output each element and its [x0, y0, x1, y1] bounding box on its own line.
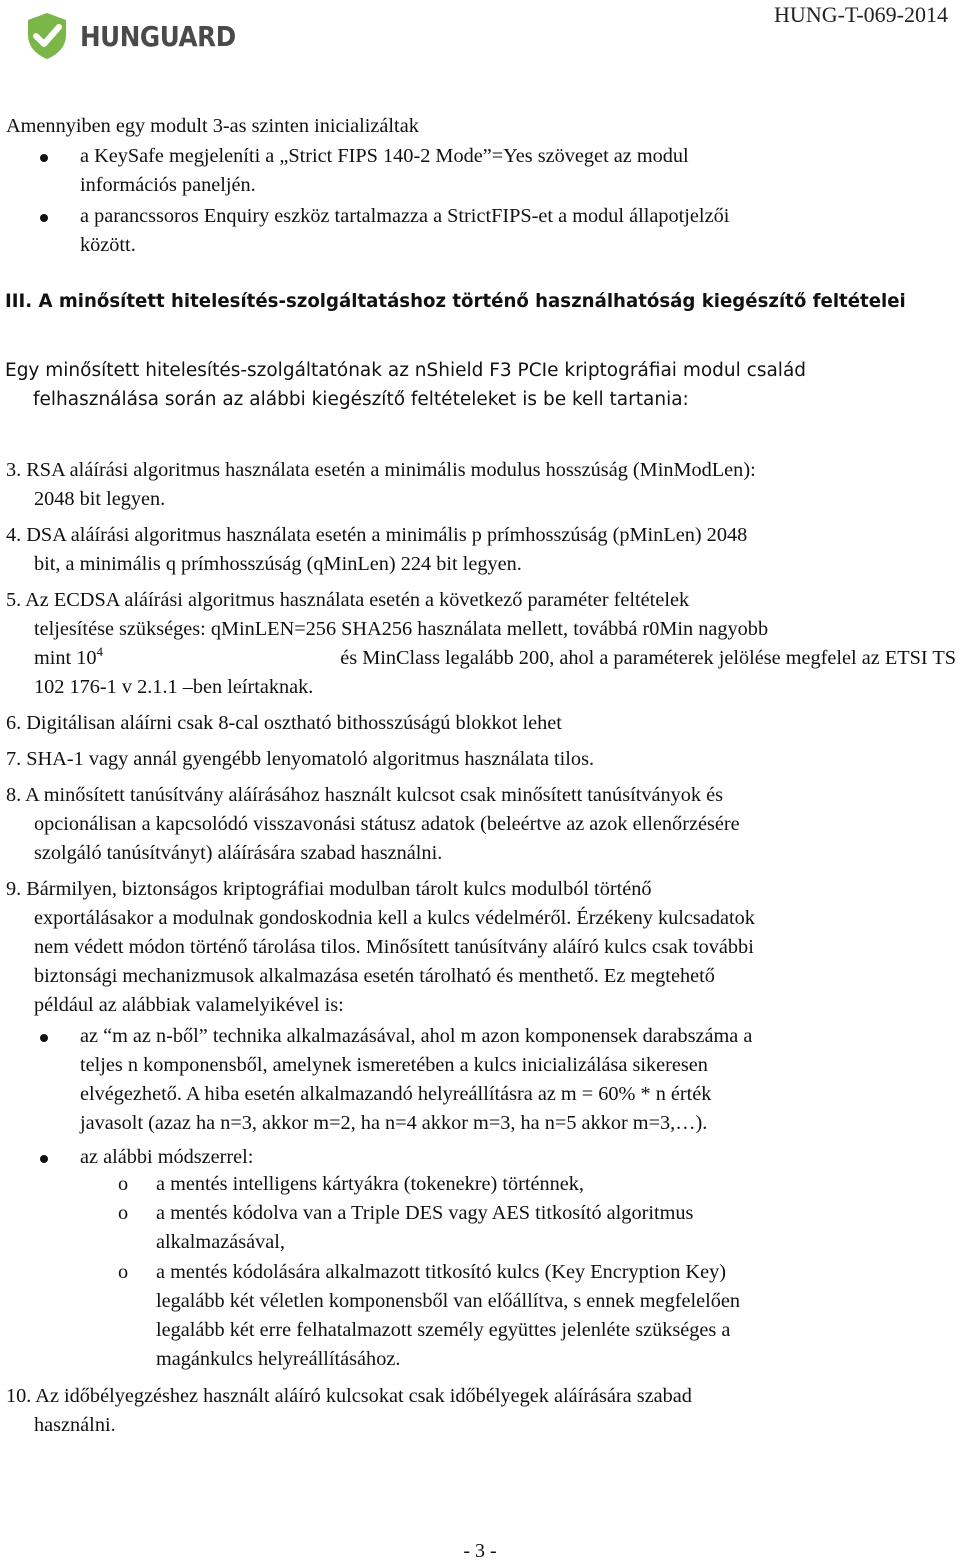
page-number: - 3 - [463, 1540, 497, 1562]
section-heading: III. A minősített hitelesítés-szolgáltatáshoz történő használhatóság kiegészítő feltételei [5, 290, 906, 312]
sub-item-marker: o [118, 1202, 129, 1224]
checkmark-shield-icon [22, 11, 72, 61]
sub-item-marker: o [118, 1261, 129, 1283]
list-item-10: 10. Az időbélyegzéshez használt aláíró kulcsokat csak időbélyegek aláírására szabad használni. [6, 1385, 692, 1436]
bullet-icon [40, 1155, 48, 1163]
list-item-7: 7. SHA-1 vagy annál gyengébb lenyomatoló algoritmus használata tilos. [6, 748, 595, 770]
list-item-8: 8. A minősített tanúsítvány aláírásához használt kulcsot csak minősített tanúsítványok és opcionálisan a kapcsolódó visszavonási státusz adatok (beleértve az azok ellenőrzésére szolgáló tanúsítványt) aláírására szabad használni. [6, 784, 740, 864]
list-item-5: 5. Az ECDSA aláírási algoritmus használata esetén a következő paraméter feltételek teljesítése szükséges: qMinLEN=256 SHA256 használata mellett, továbbá r0Min nagyobb mint $10^4$ és MinClass legalább 200, ahol a paraméterek jelölése megfelel az ETSI TS 102 176-1 v 2.1.1 –ben leírtaknak. [6, 589, 956, 698]
item-9-bullet-2: az alábbi módszerrel: [80, 1146, 254, 1168]
sub-item-1: a mentés intelligens kártyákra (tokenekre) történnek, [156, 1173, 584, 1195]
sub-item-marker: o [118, 1173, 129, 1195]
logo-text: HUNGUARD [80, 19, 236, 53]
intro-bullet-2: a parancssoros Enquiry eszköz tartalmazza a StrictFIPS-et a modul állapotjelzői között. [80, 205, 730, 256]
sub-item-2: a mentés kódolva van a Triple DES vagy AES titkosító algoritmus alkalmazásával, [156, 1202, 694, 1253]
list-item-9: 9. Bármilyen, biztonságos kriptográfiai modulban tárolt kulcs modulból történő exportálásakor a modulnak gondoskodnia kell a kulcs védelméről. Érzékeny kulcsadatok nem védett módon történő tárolása tilos. Minősített tanúsítvány aláíró kulcs csak további biztonsági mechanizmusok alkalmazása esetén tárolható és menthető. Ez megtehető például az alábbiak valamelyikével is: [6, 878, 755, 1016]
bullet-icon [40, 1034, 48, 1042]
section-intro: Egy minősített hitelesítés-szolgáltatónak az nShield F3 PCIe kriptográfiai modul család felhasználása során az alábbi kiegészítő feltételeket is be kell tartania: [5, 360, 807, 410]
item-9-bullet-1: az “m az n-ből” technika alkalmazásával, ahol m azon komponensek darabszáma a teljes n komponensből, amelynek ismeretében a kulcs inicializálása sikeresen elvégezhető. A hiba esetén alkalmazandó helyreállításra az m = 60% * n érték javasolt (azaz ha n=3, akkor m=2, ha n=4 akkor m=3, ha n=5 akkor m=3,…). [80, 1025, 753, 1134]
list-item-3: 3. RSA aláírási algoritmus használata esetén a minimális modulus hosszúság (MinModLen): 2048 bit legyen. [6, 459, 756, 510]
intro-bullet-1: a KeySafe megjeleníti a „Strict FIPS 140-2 Mode”=Yes szöveget az modul információs paneljén. [80, 145, 689, 196]
bullet-icon [40, 154, 48, 162]
sub-item-3: a mentés kódolására alkalmazott titkosító kulcs (Key Encryption Key) legalább két véletlen komponensből van előállítva, s ennek megfelelően legalább két erre felhatalmazott személy együttes jelenléte szükséges a magánkulcs helyreállításához. [156, 1261, 741, 1370]
list-item-4: 4. DSA aláírási algoritmus használata esetén a minimális p prímhosszúság (pMinLen) 2048 bit, a minimális q prímhosszúság (qMinLen) 224 bit legyen. [6, 524, 748, 575]
hunguard-logo [22, 10, 257, 62]
intro-lead: Amennyiben egy modult 3-as szinten inicializáltak [6, 115, 419, 137]
list-item-6: 6. Digitálisan aláírni csak 8-cal osztható bithosszúságú blokkot lehet [6, 712, 562, 734]
bullet-icon [40, 214, 48, 222]
document-id: HUNG-T-069-2014 [774, 2, 948, 27]
